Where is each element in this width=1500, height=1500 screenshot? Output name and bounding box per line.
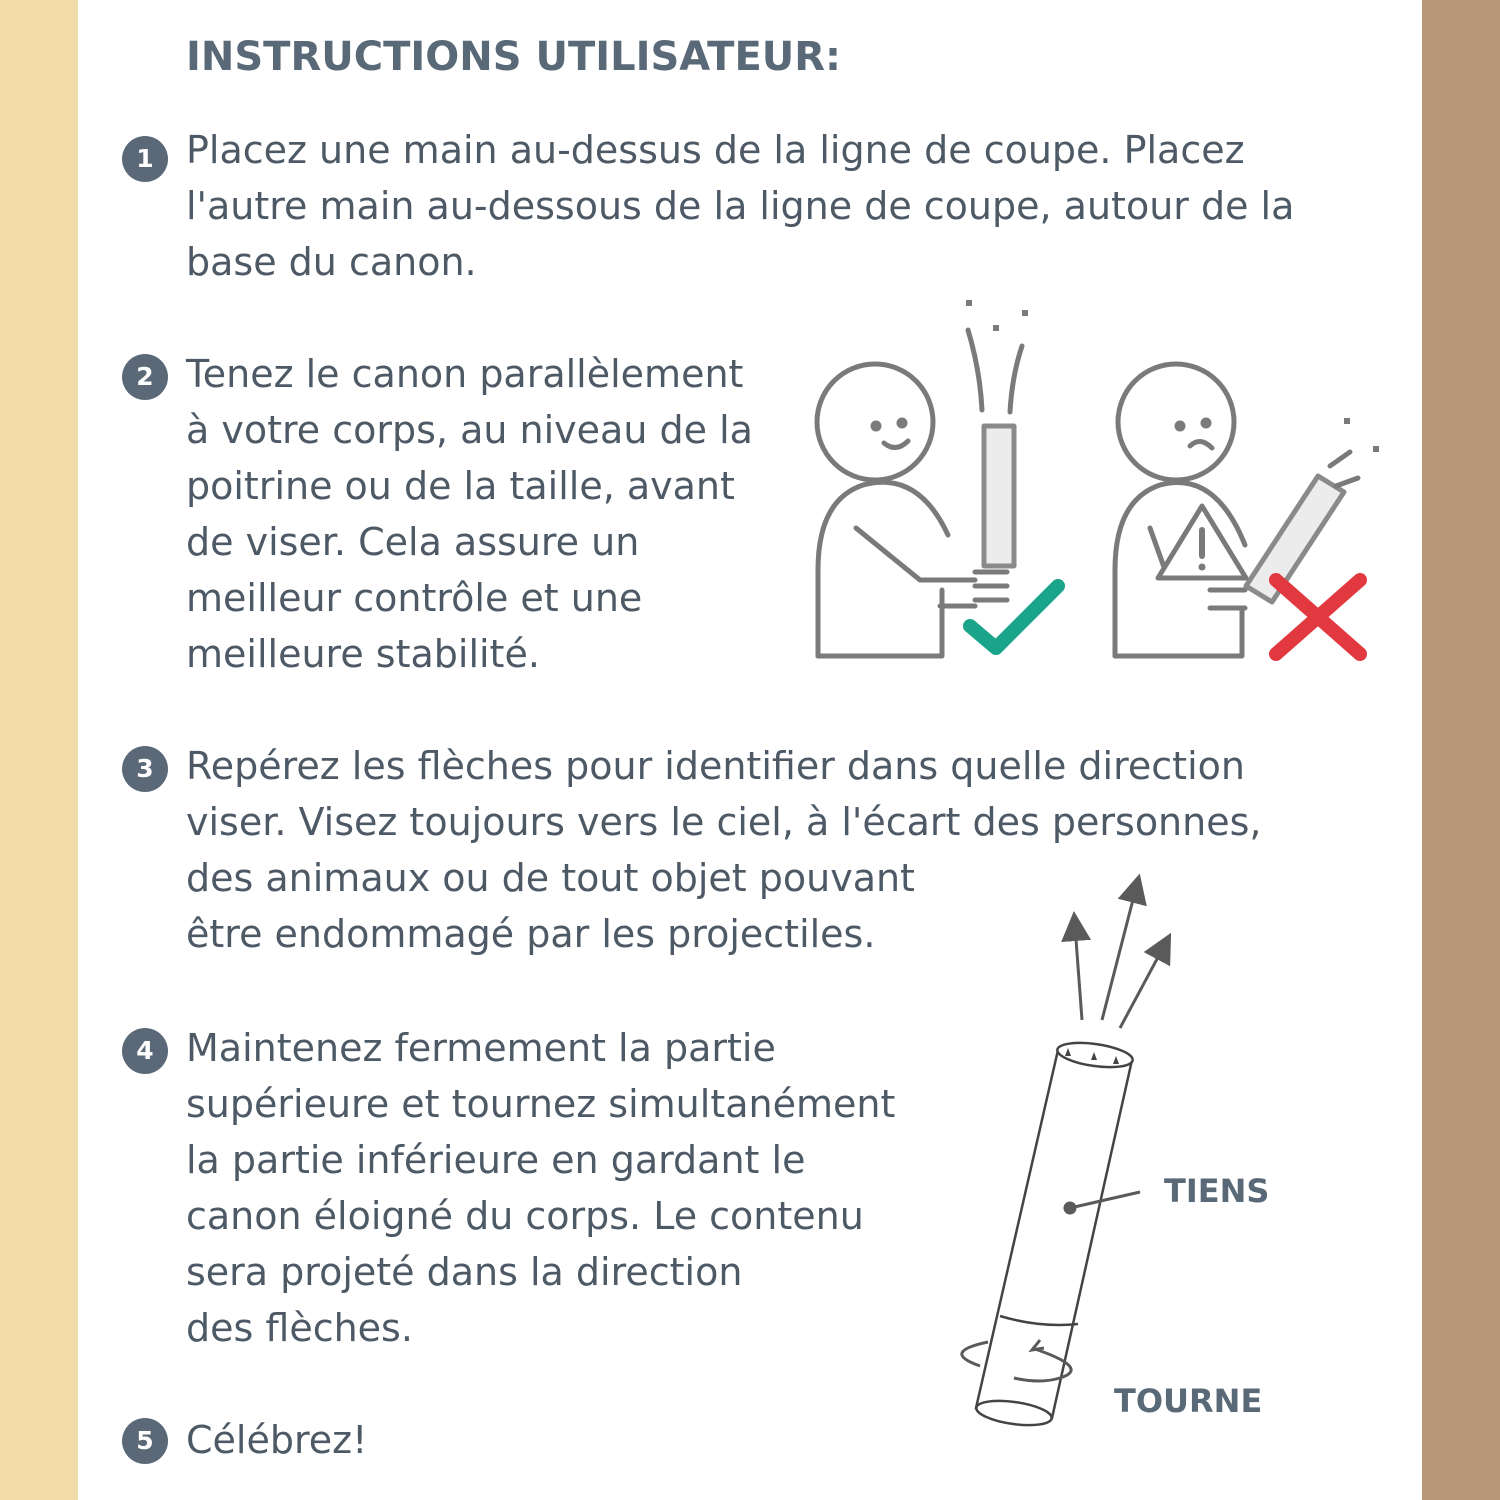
text-line: des flèches. [186, 1306, 413, 1350]
text-line: Placez une main au-dessus de la ligne de coupe. Placez [186, 128, 1245, 172]
text-line: canon éloigné du corps. Le contenu [186, 1194, 864, 1238]
step-2-text [186, 346, 753, 682]
text-line: base du canon. [186, 240, 477, 284]
text-line: meilleur contrôle et une [186, 576, 643, 620]
step-number-badge: 4 [122, 1028, 168, 1074]
step-5-text [186, 1412, 367, 1468]
confetti-cannon-icon [975, 1039, 1134, 1429]
checkmark-icon [970, 586, 1058, 648]
holding-illustration [800, 290, 1400, 690]
sad-person-icon [1115, 364, 1245, 656]
text-line: viser. Visez toujours vers le ciel, à l'écart des personnes, [186, 800, 1262, 844]
tilted-cannon-icon [1246, 476, 1344, 602]
text-line: l'autre main au-dessous de la ligne de coupe, autour de la [186, 184, 1295, 228]
text-line: supérieure et tournez simultanément [186, 1082, 896, 1126]
text-line: Célébrez! [186, 1418, 368, 1462]
step-number-badge: 1 [122, 136, 168, 182]
cross-icon [1276, 580, 1360, 654]
text-line: sera projeté dans la direction [186, 1250, 743, 1294]
text-line: meilleure stabilité. [186, 632, 540, 676]
twist-label: TOURNE [1114, 1382, 1263, 1420]
text-line: Repérez les flèches pour identifier dans quelle direction [186, 744, 1245, 788]
text-line: à votre corps, au niveau de la [186, 408, 753, 452]
text-line: poitrine ou de la taille, avant [186, 464, 735, 508]
arrow-icon [1102, 888, 1136, 1020]
left-border-strip [0, 0, 78, 1500]
text-line: la partie inférieure en gardant le [186, 1138, 806, 1182]
right-border-strip [1422, 0, 1500, 1500]
step-number-badge: 2 [122, 354, 168, 400]
text-line: être endommagé par les projectiles. [186, 912, 876, 956]
step-number-badge: 3 [122, 746, 168, 792]
text-line: Maintenez fermement la partie [186, 1026, 776, 1070]
arrow-icon [1120, 946, 1164, 1028]
text-line: Tenez le canon parallèlement [186, 352, 744, 396]
step-1-text [186, 122, 1294, 290]
cannon-diagram [940, 870, 1200, 1440]
text-line: des animaux ou de tout objet pouvant [186, 856, 915, 900]
page-title: INSTRUCTIONS UTILISATEUR: [186, 34, 842, 80]
step-number-badge: 5 [122, 1418, 168, 1464]
hold-label: TIENS [1164, 1172, 1270, 1210]
arrow-icon [1075, 926, 1082, 1020]
step-4-text [186, 1020, 895, 1356]
confetti-cannon-icon [984, 426, 1014, 566]
happy-person-icon [817, 364, 1007, 656]
text-line: de viser. Cela assure un [186, 520, 640, 564]
